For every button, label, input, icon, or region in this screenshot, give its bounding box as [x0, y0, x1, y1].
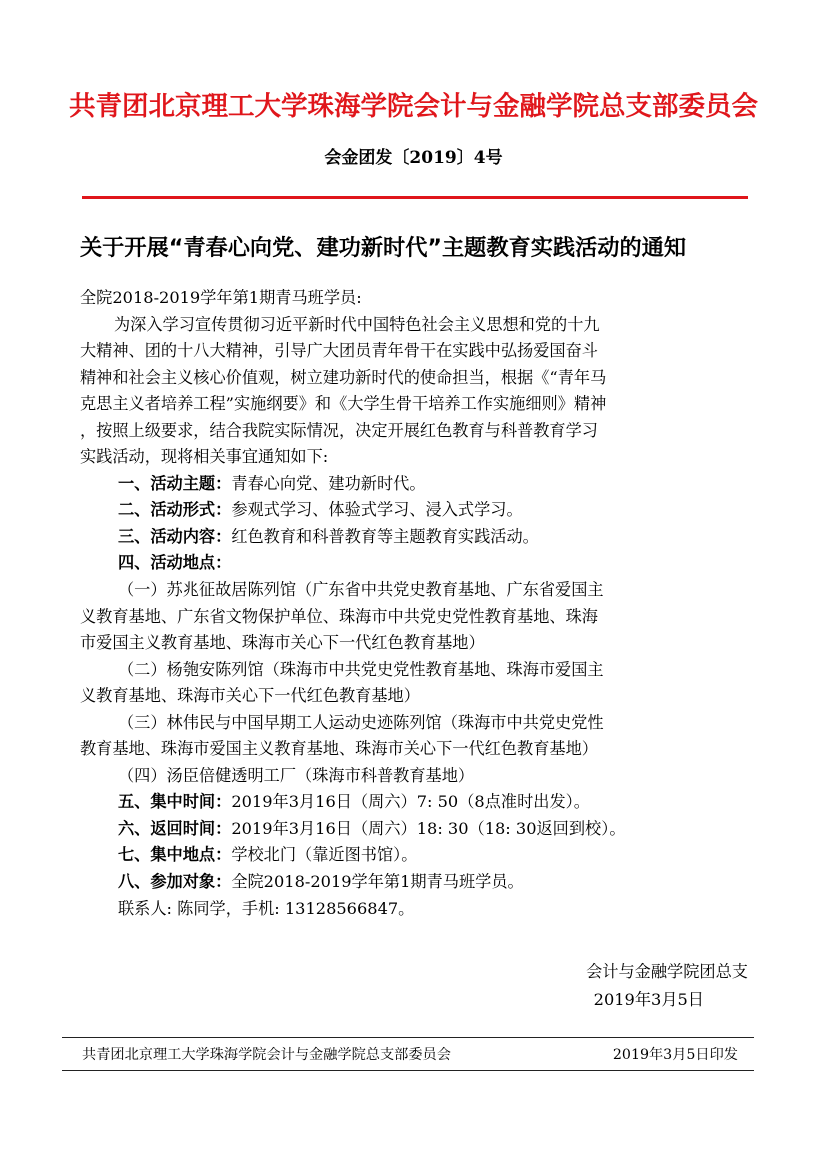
item-theme [80, 471, 748, 498]
place-line: 义教育基地、广东省文物保护单位、珠海市中共党史党性教育基地、珠海 [80, 606, 598, 626]
document-number: 会金团发〔2019〕4号 [324, 148, 503, 168]
place-line: （一）苏兆征故居陈列馆（广东省中共党史教育基地、广东省爱国主 [118, 580, 604, 600]
contact-line: 联系人: 陈同学，手机: 13128566847。 [118, 898, 415, 918]
paragraph-line: ，按照上级要求，结合我院实际情况，决定开展红色教育与科普教育学习 [80, 420, 598, 440]
paragraph-line: 为深入学习宣传贯彻习近平新时代中国特色社会主义思想和党的十九 [114, 314, 600, 334]
place-line: （二）杨匏安陈列馆（珠海市中共党史党性教育基地、珠海市爱国主 [118, 659, 604, 679]
item-value: 2019年3月16日（周六）18: 30（18: 30返回到校）。 [231, 818, 626, 838]
place-line: 教育基地、珠海市爱国主义教育基地、珠海市关心下一代红色教育基地） [80, 739, 598, 759]
item-gather-place [80, 842, 748, 869]
paragraph-line: 精神和社会主义核心价值观，树立建功新时代的使命担当，根据《“青年马 [80, 367, 607, 387]
paragraph-line: 实践活动，现将相关事宜通知如下: [80, 447, 329, 467]
item-form [80, 497, 748, 524]
item-label: 七、集中地点： [118, 845, 232, 865]
item-return-time [80, 816, 748, 843]
item-value: 全院2018-2019学年第1期青马班学员。 [231, 872, 524, 892]
item-value: 红色教育和科普教育等主题教育实践活动。 [231, 526, 539, 546]
paragraph-line: 克思主义者培养工程”实施纲要》和《大学生骨干培养工作实施细则》精神 [80, 394, 607, 414]
issuer-header-title: 共青团北京理工大学珠海学院会计与金融学院总支部委员会 [69, 91, 758, 122]
footer-top-rule [62, 1037, 754, 1038]
footer-issue-date: 2019年3月5日印发 [612, 1047, 738, 1063]
item-label: 六、返回时间： [118, 818, 232, 838]
signature-org: 会计与金融学院团总支 [586, 962, 748, 981]
footer-bottom-rule [62, 1070, 754, 1071]
place-line: （三）林伟民与中国早期工人运动史迹陈列馆（珠海市中共党史党性 [118, 712, 604, 732]
footer-issuer: 共青团北京理工大学珠海学院会计与金融学院总支部委员会 [82, 1047, 451, 1063]
item-value: 参观式学习、体验式学习、浸入式学习。 [231, 500, 523, 520]
item-gather-time [80, 789, 748, 816]
notice-body [80, 285, 748, 922]
place-line: 市爱国主义教育基地、珠海市关心下一代红色教育基地） [80, 633, 485, 653]
item-participants [80, 869, 748, 896]
place-line: （四）汤臣倍健透明工厂（珠海市科普教育基地） [118, 765, 475, 785]
item-label: 五、集中时间： [118, 792, 232, 812]
item-label: 四、活动地点： [118, 553, 232, 573]
paragraph-line: 大精神、团的十八大精神，引导广大团员青年骨干在实践中弘扬爱国奋斗 [80, 341, 598, 361]
item-label: 八、参加对象： [118, 872, 232, 892]
signature-date: 2019年3月5日 [593, 990, 704, 1009]
item-label: 二、活动形式： [118, 500, 232, 520]
item-label: 一、活动主题： [118, 473, 232, 493]
item-place [80, 550, 748, 577]
item-content [80, 524, 748, 551]
red-divider [82, 196, 748, 199]
notice-title: 关于开展“青春心向党、建功新时代”主题教育实践活动的通知 [80, 235, 687, 261]
item-label: 三、活动内容： [118, 526, 232, 546]
item-value: 青春心向党、建功新时代。 [231, 473, 426, 493]
item-value: 学校北门（靠近图书馆）。 [231, 845, 418, 865]
item-value: 2019年3月16日（周六）7: 50（8点准时出发）。 [231, 792, 590, 812]
place-line: 义教育基地、珠海市关心下一代红色教育基地） [80, 686, 420, 706]
salutation: 全院2018-2019学年第1期青马班学员: [80, 288, 362, 307]
